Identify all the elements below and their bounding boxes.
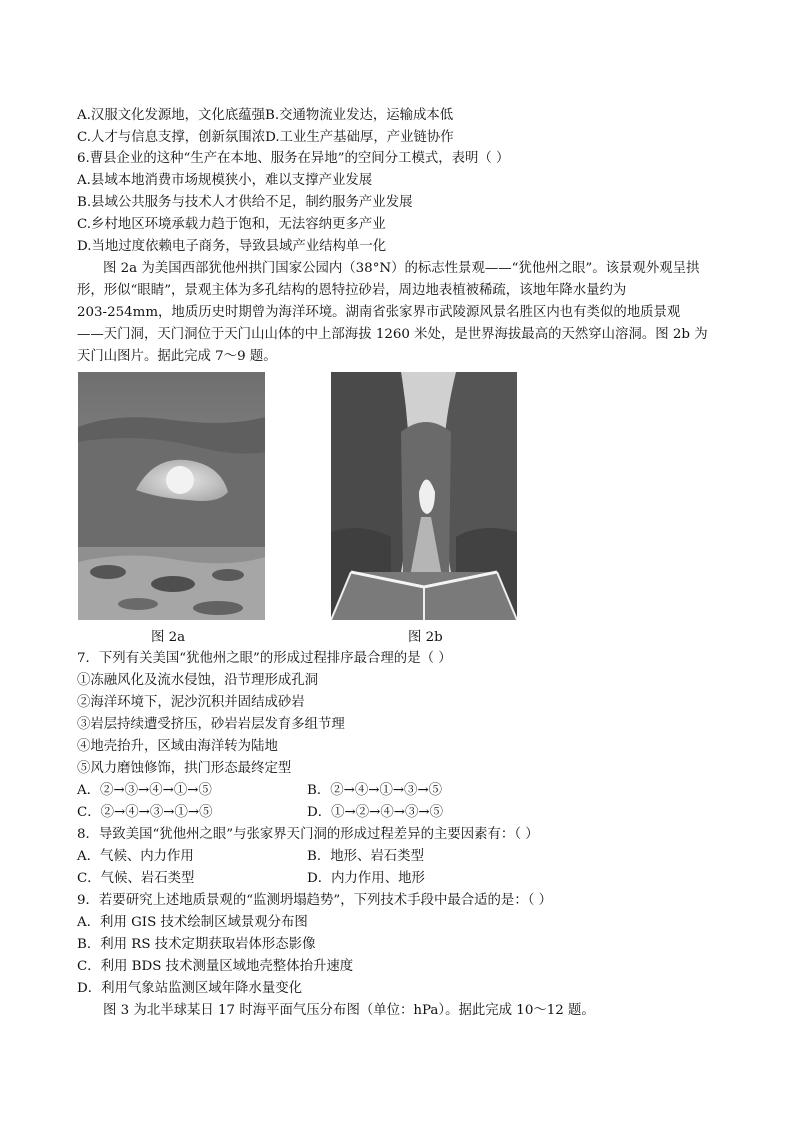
q8-stem: 8．导致美国“犹他州之眼”与张家界天门洞的形成过程差异的主要因素有：（ ） [77,827,539,842]
fig2b-caption: 图 2b [408,630,443,645]
q5-option-b: B.交通物流业发达，运输成本低 [265,108,454,123]
q5-option-line-2 [77,128,454,147]
q7-step-4: ④地壳抬升，区域由海洋转为陆地 [77,739,278,754]
q7-option-c: C．②→④→③→①→⑤ [77,805,213,820]
q6-option-d: D.当地过度依赖电子商务，导致县域产业结构单一化 [77,239,387,254]
passage2-line-5: 天门山图片。据此完成 7～9 题。 [77,349,277,364]
passage2-line-4: ——天门洞，天门洞位于天门山山体的中上部海拔 1260 米处，是世界海拔最高的天然穿山溶洞。图 2b 为 [77,327,708,342]
q5-option-line-1 [77,106,453,125]
passage2-line-1: 图 2a 为美国西部犹他州拱门国家公园内（38°N）的标志性景观——“犹他州之眼”。该景观外观呈拱 [103,261,700,276]
q7-stem: 7．下列有关美国“犹他州之眼”的形成过程排序最合理的是（ ） [77,651,452,666]
passage2-line-3: 203-254mm，地质历史时期曾为海洋环境。湖南省张家界市武陵源风景名胜区内也有类似的地质景观 [77,305,681,320]
q8-option-c: C．气候、岩石类型 [77,871,195,886]
q5-option-a: A.汉服文化发源地，文化底蕴强 [77,108,266,123]
passage3-line-1: 图 3 为北半球某日 17 时海平面气压分布图（单位：hPa）。据此完成 10～12 题。 [103,1003,595,1018]
q7-step-5: ⑤风力磨蚀修饰，拱门形态最终定型 [77,761,292,776]
q5-option-c: C.人才与信息支撑，创新氛围浓 [77,130,266,145]
q6-option-b: B.县域公共服务与技术人才供给不足，制约服务产业发展 [77,195,413,210]
fig2a-utah-eye-photo [78,372,265,620]
q7-step-1: ①冻融风化及流水侵蚀，沿节理形成孔洞 [77,673,319,688]
q9-option-c: C．利用 BDS 技术测量区域地壳整体抬升速度 [77,959,354,974]
q6-option-c: C.乡村地区环境承载力趋于饱和，无法容纳更多产业 [77,217,386,232]
q9-option-a: A．利用 GIS 技术绘制区域景观分布图 [77,915,308,930]
q5-option-d: D.工业生产基础厚，产业链协作 [265,130,454,145]
q8-option-a: A．气候、内力作用 [77,849,194,864]
q9-option-b: B．利用 RS 技术定期获取岩体形态影像 [77,937,316,952]
q6-stem: 6.曹县企业的这种“生产在本地、服务在异地”的空间分工模式，表明（ ） [77,151,510,166]
q7-option-d: D．①→②→④→③→⑤ [307,805,443,820]
q7-step-2: ②海洋环境下，泥沙沉积并固结成砂岩 [77,695,305,710]
q9-option-d: D．利用气象站监测区域年降水量变化 [77,981,302,996]
q6-option-a: A.县域本地消费市场规模狭小，难以支撑产业发展 [77,173,373,188]
fig2a-caption: 图 2a [151,630,186,645]
q7-option-a: A．②→③→④→①→⑤ [77,783,212,798]
q8-option-d: D．内力作用、地形 [307,871,425,886]
passage2-line-2: 形，形似“眼睛”，景观主体为多孔结构的恩特拉砂岩，周边地表植被稀疏，该地年降水量约为 [77,283,627,298]
q9-stem: 9．若要研究上述地质景观的“监测坍塌趋势”，下列技术手段中最合适的是：（ ） [77,893,553,908]
q8-option-b: B．地形、岩石类型 [307,849,424,864]
q7-option-b: B．②→④→①→③→⑤ [307,783,443,798]
fig2b-tianmen-cave-photo [331,372,517,620]
q7-step-3: ③岩层持续遭受挤压，砂岩岩层发育多组节理 [77,717,345,732]
